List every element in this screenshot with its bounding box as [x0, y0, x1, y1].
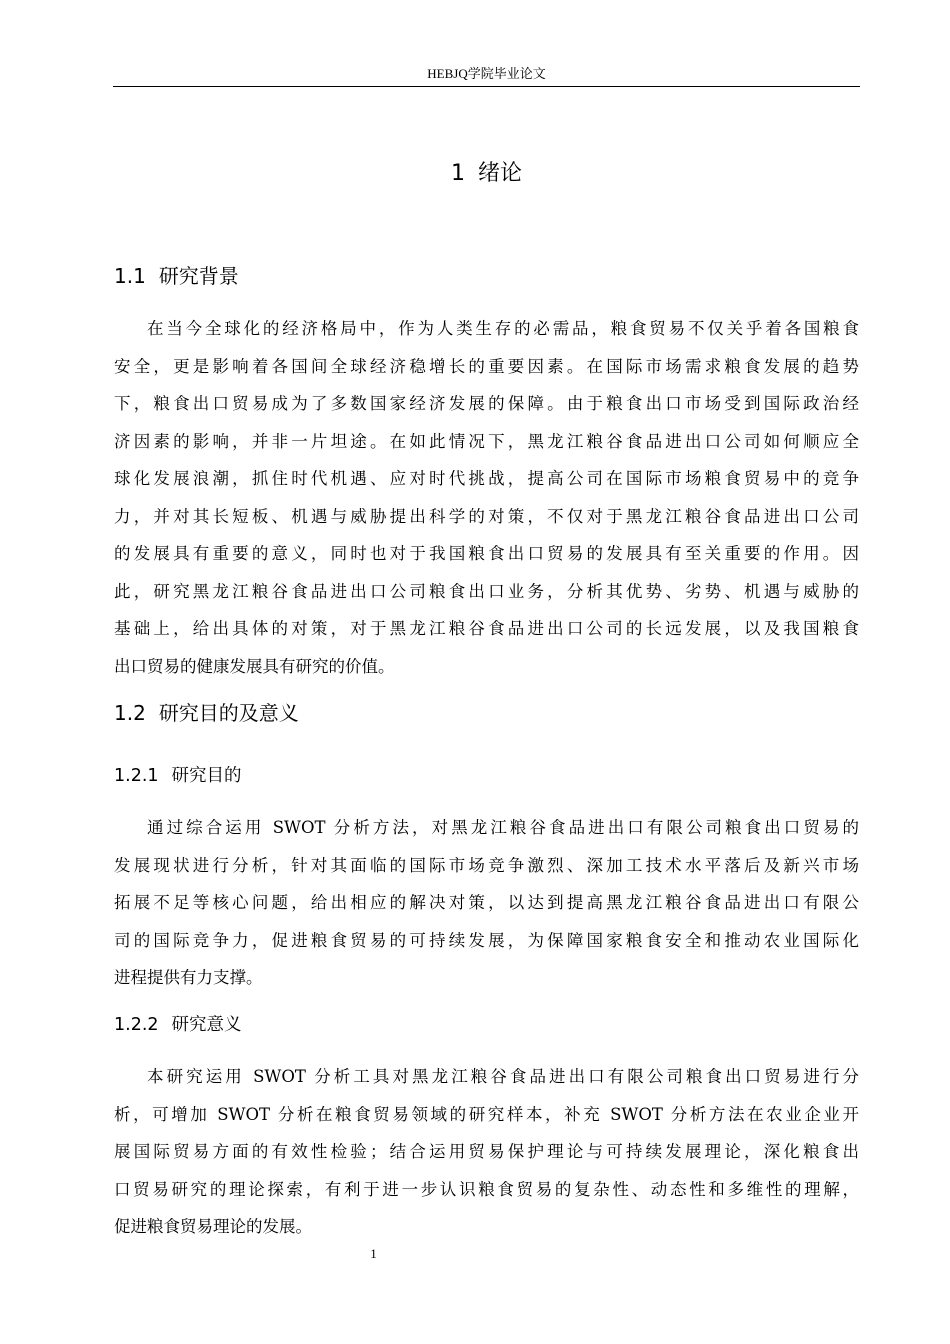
paragraph-line: 进程提供有力支撑。 [114, 968, 263, 987]
paragraph-line: 发展现状进行分析，针对其面临的国际市场竞争激烈、深加工技术水平落后及新兴市场 [114, 855, 859, 875]
subsection-title: 研究意义 [171, 1015, 242, 1035]
paragraph-line: 司的国际竞争力，促进粮食贸易的可持续发展，为保障国家粮食安全和推动农业国际化 [114, 930, 859, 950]
paragraph-line: 济因素的影响，并非一片坦途。在如此情况下，黑龙江粮谷食品进出口公司如何顺应全 [114, 431, 859, 451]
running-header: HEBJQ学院毕业论文 [427, 66, 546, 81]
paragraph-line: 在当今全球化的经济格局中，作为人类生存的必需品，粮食贸易不仅关乎着各国粮食 [147, 319, 859, 338]
section-number: 1.2 [114, 701, 146, 725]
subsection-number: 1.2.2 [114, 1015, 159, 1035]
paragraph-line: 促进粮食贸易理论的发展。 [114, 1217, 312, 1236]
section-title: 研究背景 [158, 264, 239, 288]
paragraph-line: 通过综合运用 SWOT 分析方法，对黑龙江粮谷食品进出口有限公司粮食出口贸易的 [147, 818, 859, 837]
paragraph-line: 拓展不足等核心问题，给出相应的解决对策，以达到提高黑龙江粮谷食品进出口有限公 [114, 893, 859, 912]
paragraph-line: 力，并对其长短板、机遇与威胁提出科学的对策，不仅对于黑龙江粮谷食品进出口公司 [114, 506, 859, 526]
chapter-title [113, 158, 860, 190]
section-heading-1-1 [114, 262, 239, 290]
section-heading-1-2 [114, 699, 299, 727]
paragraph-line: 本研究运用 SWOT 分析工具对黑龙江粮谷食品进出口有限公司粮食出口贸易进行分 [147, 1067, 859, 1086]
paragraph-line: 安全，更是影响着各国间全球经济稳增长的重要因素。在国际市场需求粮食发展的趋势 [114, 356, 859, 376]
paragraph-line: 此，研究黑龙江粮谷食品进出口公司粮食出口业务，分析其优势、劣势、机遇与威胁的 [114, 581, 859, 601]
paragraph-research-background [114, 310, 859, 685]
subsection-number: 1.2.1 [114, 766, 159, 786]
paragraph-line: 的发展具有重要的意义，同时也对于我国粮食出口贸易的发展具有至关重要的作用。因 [114, 544, 859, 563]
paragraph-research-significance [114, 1058, 859, 1246]
paragraph-line: 球化发展浪潮，抓住时代机遇、应对时代挑战，提高公司在国际市场粮食贸易中的竞争 [114, 469, 859, 488]
paragraph-line: 口贸易研究的理论探索，有利于进一步认识粮食贸易的复杂性、动态性和多维性的理解， [114, 1179, 859, 1199]
header-rule [113, 86, 860, 87]
chapter-number: 1 [450, 161, 465, 186]
paragraph-line: 出口贸易的健康发展具有研究的价值。 [114, 656, 395, 676]
chapter-title-text: 绪论 [477, 161, 522, 186]
subsection-heading-1-2-2 [114, 1012, 242, 1038]
paragraph-research-purpose [114, 809, 859, 997]
section-number: 1.1 [114, 264, 146, 288]
subsection-title: 研究目的 [171, 766, 242, 786]
section-title: 研究目的及意义 [158, 701, 299, 725]
subsection-heading-1-2-1 [114, 763, 242, 789]
paragraph-line: 析，可增加 SWOT 分析在粮食贸易领域的研究样本，补充 SWOT 分析方法在农业企业开 [114, 1104, 859, 1124]
paragraph-line: 下，粮食出口贸易成为了多数国家经济发展的保障。由于粮食出口市场受到国际政治经 [114, 394, 859, 413]
page-number: 1 [370, 1246, 377, 1261]
paragraph-line: 基础上，给出具体的对策，对于黑龙江粮谷食品进出口公司的长远发展，以及我国粮食 [114, 619, 859, 638]
paragraph-line: 展国际贸易方面的有效性检验；结合运用贸易保护理论与可持续发展理论，深化粮食出 [114, 1142, 859, 1161]
